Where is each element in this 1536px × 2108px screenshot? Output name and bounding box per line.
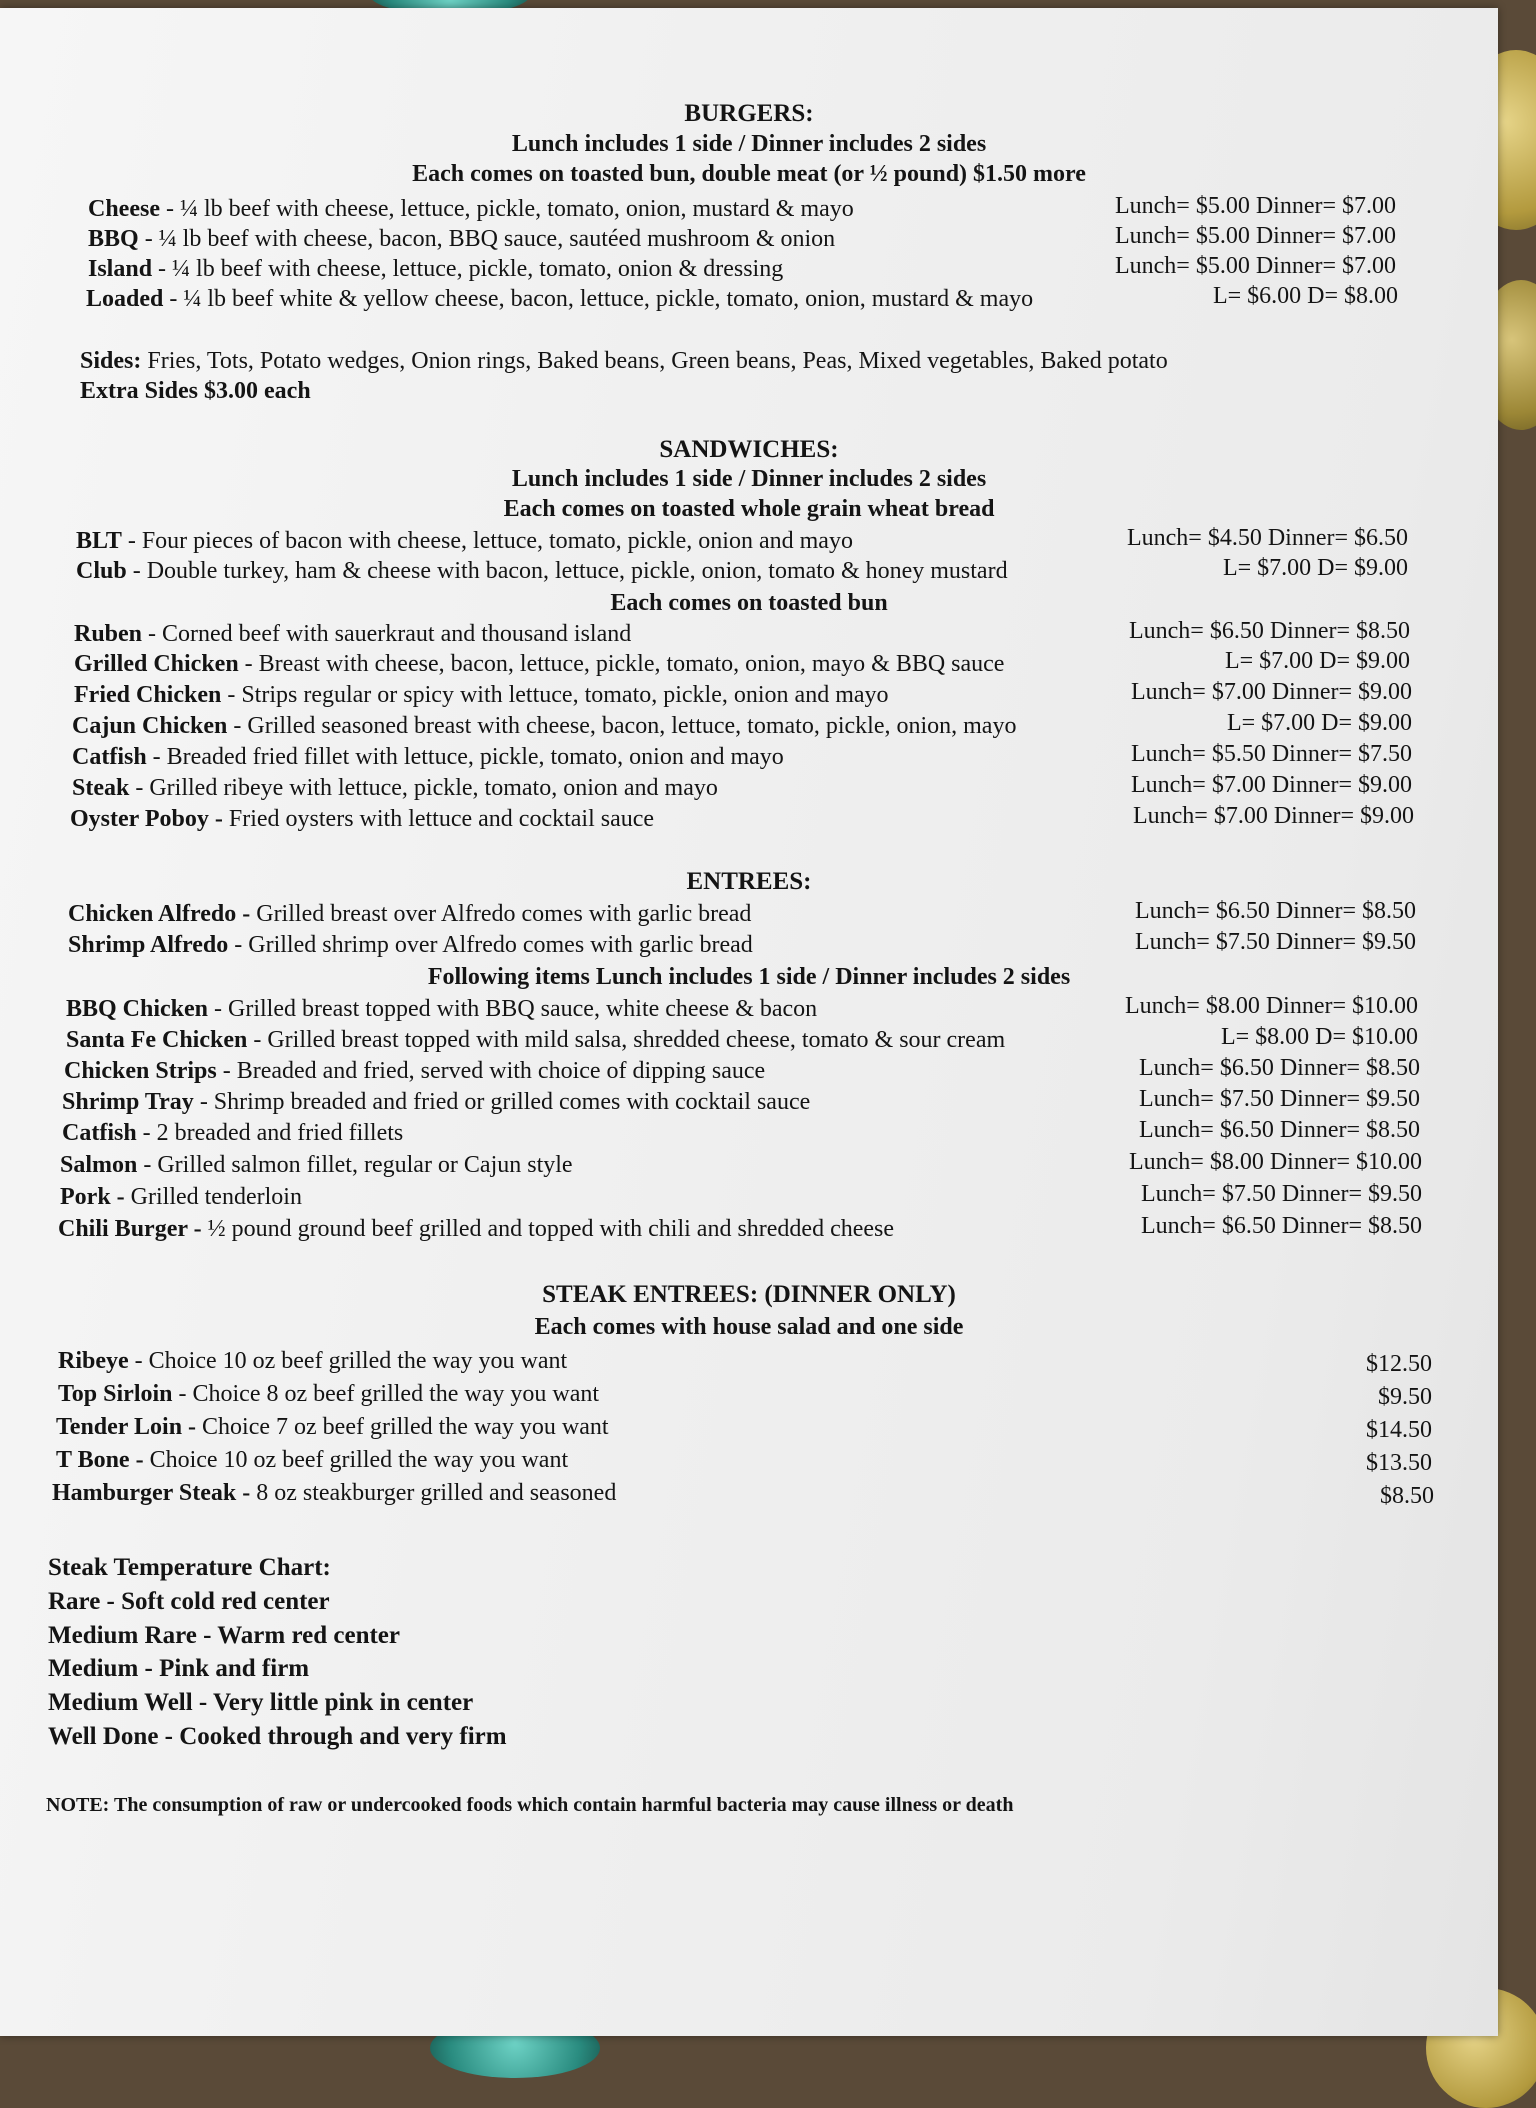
menu-item: Chili Burger - ½ pound ground beef grilled and topped with chili and shredded cheese	[58, 1216, 895, 1242]
entrees-sides-note: Following items Lunch includes 1 side / Dinner includes 2 sides	[427, 964, 1071, 990]
menu-item: Cheese - ¼ lb beef with cheese, lettuce, pickle, tomato, onion, mustard & mayo	[88, 196, 854, 222]
menu-item: BLT - Four pieces of bacon with cheese, lettuce, tomato, pickle, onion and mayo	[76, 528, 853, 554]
menu-price: L= $7.00 D= $9.00	[1224, 648, 1410, 674]
menu-item: Catfish - Breaded fried fillet with lettuce, pickle, tomato, onion and mayo	[72, 744, 784, 770]
menu-item: Island - ¼ lb beef with cheese, lettuce, pickle, tomato, onion & dressing	[88, 256, 784, 282]
menu-item: Oyster Poboy - Fried oysters with lettuce and cocktail sauce	[70, 806, 655, 832]
entrees-title: ENTREES:	[686, 868, 812, 895]
menu-item: Ruben - Corned beef with sauerkraut and thousand island	[74, 621, 632, 647]
menu-price: Lunch= $8.00 Dinner= $10.00	[1124, 993, 1418, 1019]
menu-price: Lunch= $7.50 Dinner= $9.50	[1134, 929, 1416, 955]
burgers-title: BURGERS:	[684, 100, 814, 127]
temperature-line: Medium Well - Very little pink in center	[48, 1689, 474, 1716]
menu-item: Grilled Chicken - Breast with cheese, bacon, lettuce, pickle, tomato, onion, mayo & BBQ sauce	[74, 651, 1005, 677]
menu-item: Pork - Grilled tenderloin	[60, 1184, 302, 1210]
temperature-title: Steak Temperature Chart:	[48, 1554, 331, 1581]
menu-price: Lunch= $7.50 Dinner= $9.50	[1138, 1086, 1420, 1112]
menu-price: $8.50	[1380, 1483, 1434, 1509]
menu-price: Lunch= $5.00 Dinner= $7.00	[1114, 253, 1396, 279]
steak-subtitle: Each comes with house salad and one side	[534, 1314, 964, 1340]
menu-price: L= $8.00 D= $10.00	[1220, 1024, 1418, 1050]
menu-item: Hamburger Steak - 8 oz steakburger grilled and seasoned	[52, 1480, 617, 1506]
menu-price: L= $7.00 D= $9.00	[1226, 710, 1412, 736]
menu-price: Lunch= $6.50 Dinner= $8.50	[1128, 618, 1410, 644]
burgers-note: Each comes on toasted bun, double meat (or ½ pound) $1.50 more	[412, 161, 1086, 187]
menu-price: L= $6.00 D= $8.00	[1212, 283, 1398, 309]
menu-price: Lunch= $6.50 Dinner= $8.50	[1138, 1055, 1420, 1081]
menu-price: Lunch= $7.50 Dinner= $9.50	[1140, 1181, 1422, 1207]
menu-price: $9.50	[1378, 1384, 1432, 1410]
menu-paper	[0, 8, 1498, 2036]
sandwiches-bread-note: Each comes on toasted whole grain wheat bread	[503, 496, 995, 522]
menu-price: Lunch= $5.00 Dinner= $7.00	[1114, 193, 1396, 219]
menu-price: Lunch= $6.50 Dinner= $8.50	[1140, 1213, 1422, 1239]
menu-price: Lunch= $7.00 Dinner= $9.00	[1132, 803, 1414, 829]
menu-item: Catfish - 2 breaded and fried fillets	[62, 1120, 404, 1146]
menu-price: Lunch= $6.50 Dinner= $8.50	[1138, 1117, 1420, 1143]
menu-price: Lunch= $5.50 Dinner= $7.50	[1130, 741, 1412, 767]
menu-item: Chicken Strips - Breaded and fried, served with choice of dipping sauce	[64, 1058, 766, 1084]
menu-price: Lunch= $5.00 Dinner= $7.00	[1114, 223, 1396, 249]
menu-price: Lunch= $7.00 Dinner= $9.00	[1130, 679, 1412, 705]
temperature-line: Well Done - Cooked through and very firm	[48, 1723, 507, 1750]
menu-item: Salmon - Grilled salmon fillet, regular or Cajun style	[60, 1152, 573, 1178]
sandwiches-title: SANDWICHES:	[659, 436, 839, 463]
menu-item: Fried Chicken - Strips regular or spicy with lettuce, tomato, pickle, onion and mayo	[74, 682, 889, 708]
steak-title: STEAK ENTREES: (DINNER ONLY)	[542, 1281, 956, 1308]
menu-price: $14.50	[1366, 1417, 1432, 1443]
sandwiches-bun-note: Each comes on toasted bun	[610, 590, 888, 616]
menu-item: Tender Loin - Choice 7 oz beef grilled the way you want	[56, 1414, 609, 1440]
temperature-line: Medium Rare - Warm red center	[48, 1622, 400, 1649]
menu-item: Top Sirloin - Choice 8 oz beef grilled the way you want	[58, 1381, 600, 1407]
menu-price: L= $7.00 D= $9.00	[1222, 555, 1408, 581]
temperature-line: Medium - Pink and firm	[48, 1655, 310, 1682]
menu-price: Lunch= $8.00 Dinner= $10.00	[1128, 1149, 1422, 1175]
menu-item: Club - Double turkey, ham & cheese with bacon, lettuce, pickle, onion, tomato & honey mustard	[76, 558, 1008, 584]
temperature-line: Rare - Soft cold red center	[48, 1588, 330, 1615]
health-note: NOTE: The consumption of raw or undercooked foods which contain harmful bacteria may cause illness or death	[46, 1794, 1014, 1816]
menu-price: $12.50	[1366, 1351, 1432, 1377]
menu-item: T Bone - Choice 10 oz beef grilled the way you want	[56, 1447, 569, 1473]
menu-item: Ribeye - Choice 10 oz beef grilled the way you want	[58, 1348, 568, 1374]
menu-item: Santa Fe Chicken - Grilled breast topped with mild salsa, shredded cheese, tomato & sour cream	[66, 1027, 1006, 1053]
menu-price: Lunch= $7.00 Dinner= $9.00	[1130, 772, 1412, 798]
menu-item: Shrimp Alfredo - Grilled shrimp over Alfredo comes with garlic bread	[68, 932, 753, 958]
menu-item: Chicken Alfredo - Grilled breast over Alfredo comes with garlic bread	[68, 901, 752, 927]
menu-price: $13.50	[1366, 1450, 1432, 1476]
menu-price: Lunch= $4.50 Dinner= $6.50	[1126, 525, 1408, 551]
sandwiches-subtitle: Lunch includes 1 side / Dinner includes 2 sides	[511, 466, 987, 492]
menu-price: Lunch= $6.50 Dinner= $8.50	[1134, 898, 1416, 924]
menu-item: Shrimp Tray - Shrimp breaded and fried or grilled comes with cocktail sauce	[62, 1089, 811, 1115]
menu-item: Cajun Chicken - Grilled seasoned breast with cheese, bacon, lettuce, tomato, pickle, onion, mayo	[72, 713, 1017, 739]
menu-item: BBQ - ¼ lb beef with cheese, bacon, BBQ sauce, sautéed mushroom & onion	[88, 226, 836, 252]
menu-item: Steak - Grilled ribeye with lettuce, pickle, tomato, onion and mayo	[72, 775, 718, 801]
menu-item: BBQ Chicken - Grilled breast topped with BBQ sauce, white cheese & bacon	[66, 996, 818, 1022]
sides-line: Sides: Fries, Tots, Potato wedges, Onion rings, Baked beans, Green beans, Peas, Mixed vegetables, Baked potato	[80, 348, 1168, 374]
menu-item: Loaded - ¼ lb beef white & yellow cheese, bacon, lettuce, pickle, tomato, onion, mustard & mayo	[86, 286, 1034, 312]
burgers-subtitle: Lunch includes 1 side / Dinner includes 2 sides	[511, 131, 987, 157]
extra-sides: Extra Sides $3.00 each	[80, 378, 311, 404]
